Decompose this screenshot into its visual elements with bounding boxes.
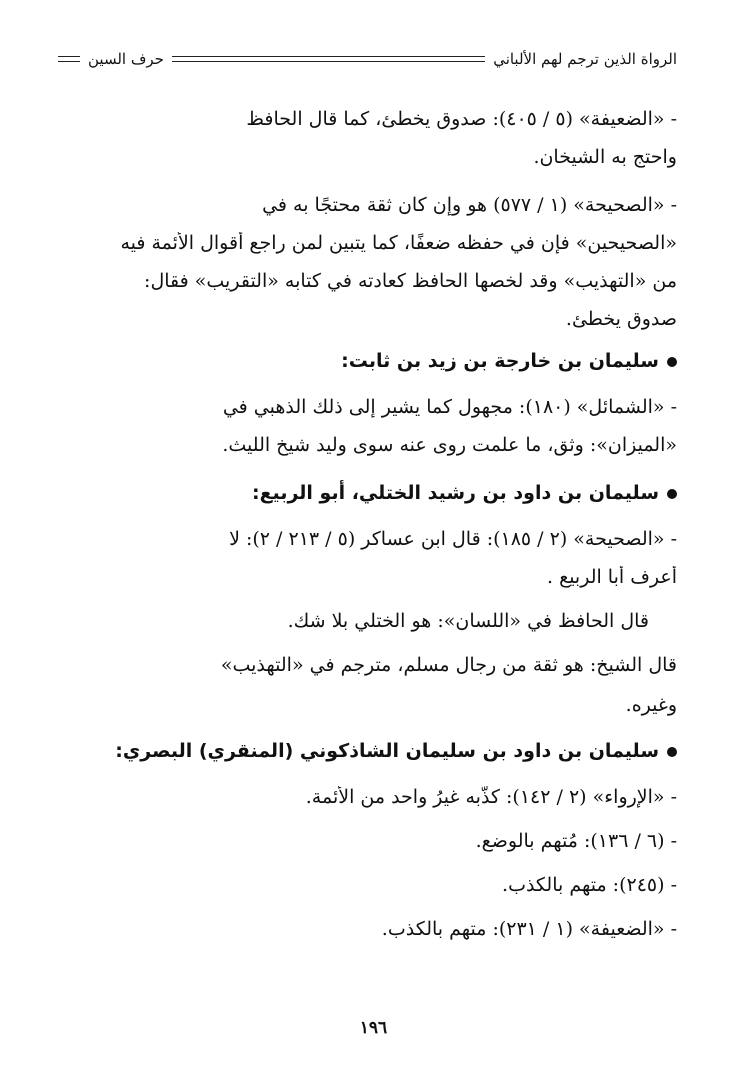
- entry-line: واحتج به الشيخان.: [533, 146, 677, 168]
- narrator-name: سليمان بن داود بن سليمان الشاذكوني (المنقري) البصري:: [115, 740, 659, 762]
- bullet-icon: [667, 489, 677, 499]
- entry-line: - «الشمائل» (١٨٠): مجهول كما يشير إلى ذلك الذهبي في: [222, 396, 677, 418]
- entry-line: - (٦ / ١٣٦): مُتهم بالوضع.: [475, 830, 677, 852]
- entry-line: صدوق يخطئ.: [565, 308, 677, 330]
- entry-line: قال الشيخ: هو ثقة من رجال مسلم، مترجم في «التهذيب»: [220, 654, 677, 676]
- narrator-heading: [60, 350, 677, 372]
- narrator-name: سليمان بن خارجة بن زيد بن ثابت:: [341, 350, 659, 372]
- page-number: ١٩٦: [359, 1018, 388, 1038]
- header-end-rule: [58, 56, 80, 62]
- entry-line: - «الضعيفة» (٥ / ٤٠٥): صدوق يخطئ، كما قال الحافظ: [246, 108, 677, 130]
- narrator-name: سليمان بن داود بن رشيد الختلي، أبو الربيع:: [251, 482, 659, 504]
- entry-line: - «الصحيحة» (٢ / ١٨٥): قال ابن عساكر (٥ / ٢١٣ / ٢): لا: [229, 528, 677, 550]
- entry-line: «الصحيحين» فإن في حفظه ضعفًا، كما يتبين لمن راجع أقوال الأئمة فيه: [120, 232, 677, 254]
- entry-line: - «الضعيفة» (١ / ٢٣١): متهم بالكذب.: [381, 918, 677, 940]
- section-title: حرف السين: [88, 50, 164, 68]
- bullet-icon: [667, 357, 677, 367]
- running-header: [58, 44, 677, 74]
- running-title: الرواة الذين ترجم لهم الألباني: [493, 50, 677, 68]
- entry-line: - «الإرواء» (٢ / ١٤٢): كذّبه غيرُ واحد من الأئمة.: [305, 786, 677, 808]
- entry-line: قال الحافظ في «اللسان»: هو الختلي بلا شك.: [287, 610, 649, 632]
- entry-line: - (٢٤٥): متهم بالكذب.: [502, 874, 677, 896]
- entry-line: أعرف أبا الربيع .: [547, 566, 677, 588]
- narrator-heading: [60, 482, 677, 504]
- entry-line: «الميزان»: وثق، ما علمت روى عنه سوى وليد شيخ الليث.: [222, 434, 677, 456]
- bullet-icon: [667, 747, 677, 757]
- narrator-heading: [60, 740, 677, 762]
- entry-line: - «الصحيحة» (١ / ٥٧٧) هو وإن كان ثقة محتجًا به في: [262, 194, 677, 216]
- entry-line: من «التهذيب» وقد لخصها الحافظ كعادته في كتابه «التقريب» فقال:: [144, 270, 677, 292]
- entry-line: وغيره.: [625, 694, 677, 716]
- header-rule: [172, 56, 485, 62]
